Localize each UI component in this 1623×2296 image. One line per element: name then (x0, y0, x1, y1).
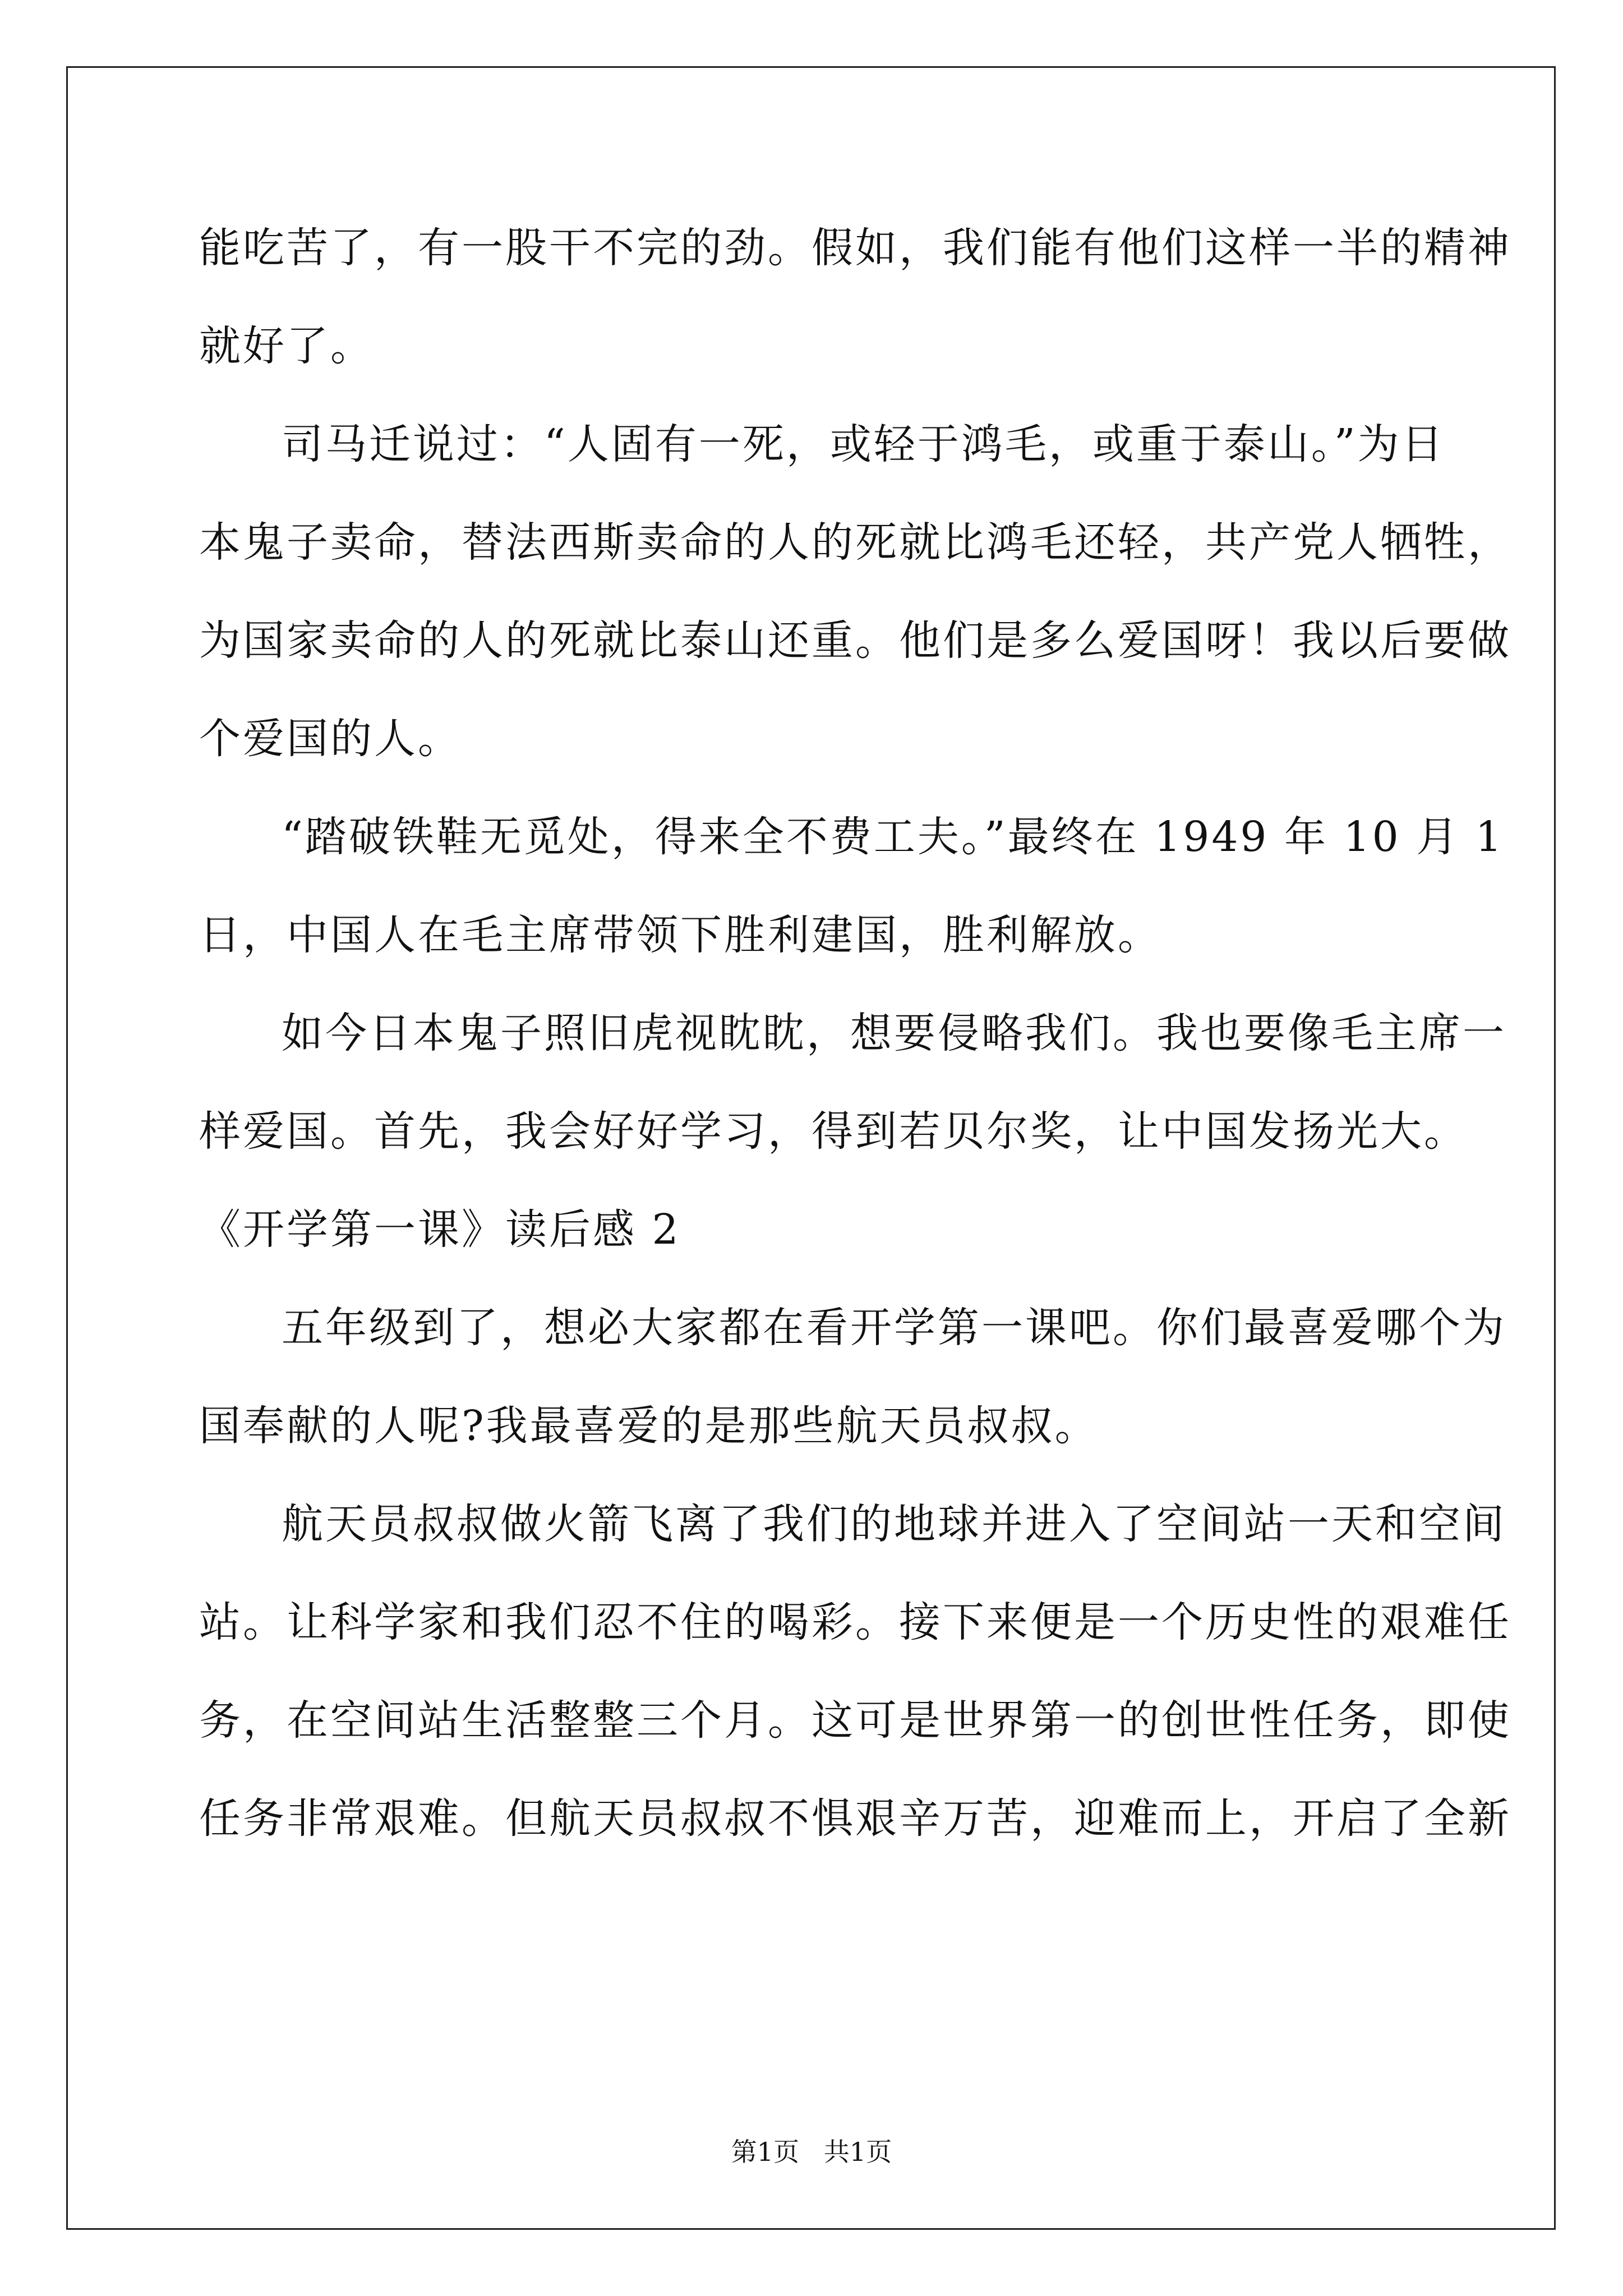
text-line: 日，中国人在毛主席带领下胜利建国，胜利解放。 (199, 911, 1161, 959)
text-line: 航天员叔叔做火箭飞离了我们的地球并进入了空间站一天和空间 (282, 1500, 1506, 1548)
text-line: 司马迁说过：“人固有一死，或轻于鸿毛，或重于泰山。”为日 (282, 420, 1445, 468)
text-line: 如今日本鬼子照旧虎视眈眈，想要侵略我们。我也要像毛主席一 (282, 1009, 1506, 1057)
section-heading: 《开学第一课》读后感 2 (199, 1205, 681, 1254)
text-line: 样爱国。首先，我会好好学习，得到若贝尔奖，让中国发扬光大。 (199, 1107, 1468, 1156)
text-line: 任务非常艰难。但航天员叔叔不惧艰辛万苦，迎难而上，开启了全新 (199, 1795, 1511, 1843)
text-line: 务，在空间站生活整整三个月。这可是世界第一的创世性任务，即使 (199, 1696, 1511, 1745)
text-line: 就好了。 (199, 322, 374, 370)
text-line: 五年级到了，想必大家都在看开学第一课吧。你们最喜爱哪个为 (282, 1304, 1506, 1352)
text-line: 个爱国的人。 (199, 715, 462, 763)
text-line: “踏破铁鞋无觅处，得来全不费工夫。”最终在 1949 年 10 月 1 (282, 813, 1504, 861)
text-line: 本鬼子卖命，替法西斯卖命的人的死就比鸿毛还轻，共产党人牺牲， (199, 518, 1511, 567)
text-line: 国奉献的人呢?我最喜爱的是那些航天员叔叔。 (199, 1402, 1099, 1450)
text-line: 为国家卖命的人的死就比泰山还重。他们是多么爱国呀！我以后要做 (199, 616, 1511, 665)
text-line: 能吃苦了，有一股干不完的劲。假如，我们能有他们这样一半的精神 (199, 224, 1511, 272)
text-line: 站。让科学家和我们忍不住的喝彩。接下来便是一个历史性的艰难任 (199, 1598, 1511, 1646)
page-footer: 第1页 共1页 (731, 2137, 892, 2167)
